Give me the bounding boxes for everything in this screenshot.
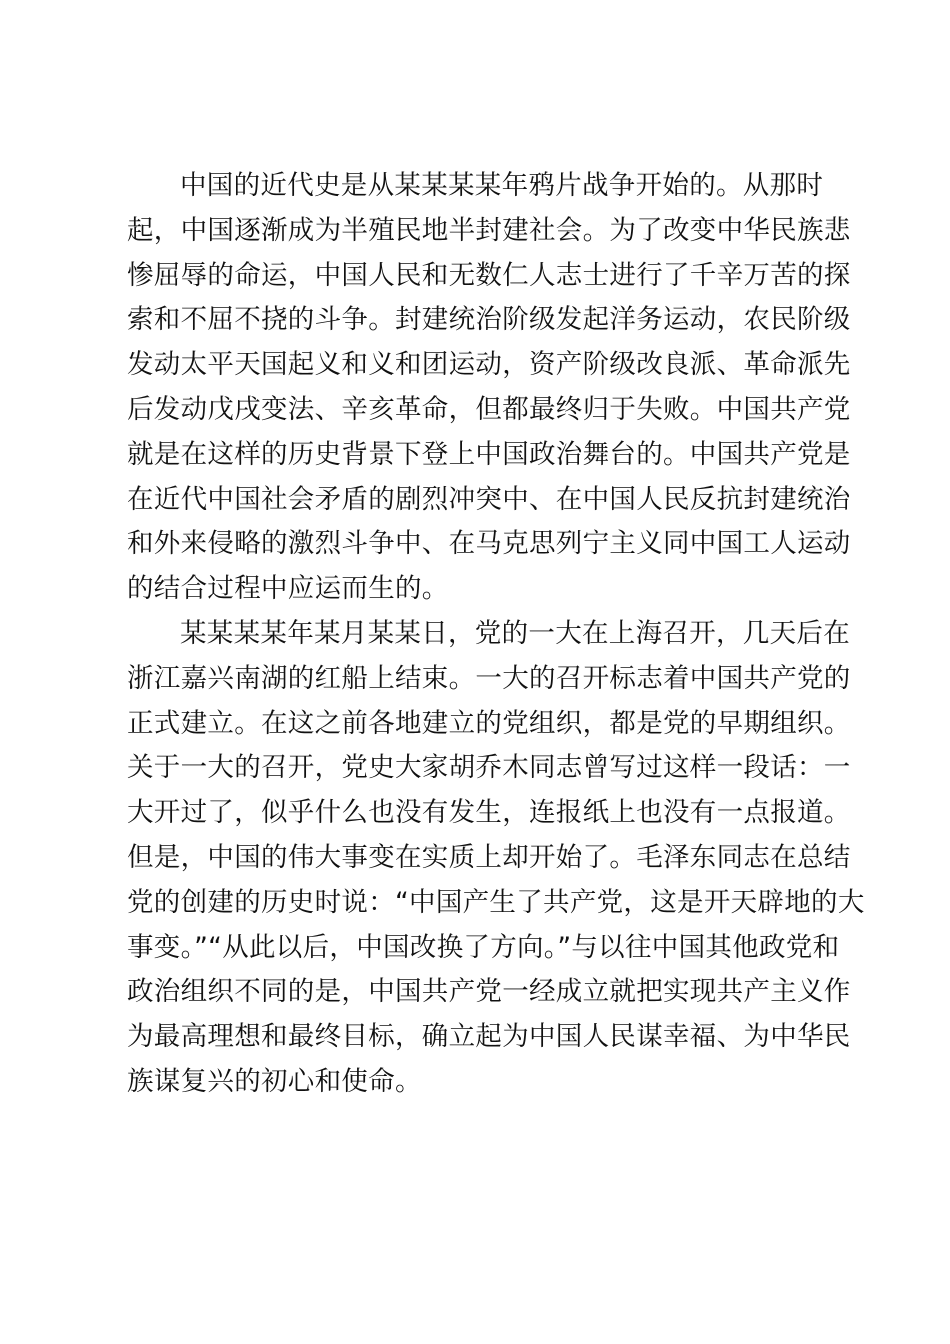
text-line: 族谋复兴的初心和使命。 [127, 1065, 422, 1097]
text-line: 索和不屈不挠的斗争。封建统治阶级发起洋务运动，农民阶级 [127, 304, 851, 336]
paragraph-modern-history [127, 164, 851, 612]
text-line: 关于一大的召开，党史大家胡乔木同志曾写过这样一段话：一 [127, 752, 851, 784]
text-line: 的结合过程中应运而生的。 [127, 573, 449, 605]
document-body [127, 164, 865, 1105]
text-line: 在近代中国社会矛盾的剧烈冲突中、在中国人民反抗封建统治 [127, 483, 851, 515]
text-line: 为最高理想和最终目标，确立起为中国人民谋幸福、为中华民 [127, 1021, 851, 1053]
text-line: 大开过了，似乎什么也没有发生，连报纸上也没有一点报道。 [127, 797, 851, 829]
text-line: 党的创建的历史时说：“中国产生了共产党，这是开天辟地的大 [127, 886, 865, 918]
text-line: 正式建立。在这之前各地建立的党组织，都是党的早期组织。 [127, 707, 851, 739]
text-line: 事变。”“从此以后，中国改换了方向。”与以往中国其他政党和 [127, 931, 840, 963]
text-line: 但是，中国的伟大事变在实质上却开始了。毛泽东同志在总结 [127, 841, 851, 873]
text-line: 起，中国逐渐成为半殖民地半封建社会。为了改变中华民族悲 [127, 214, 851, 246]
text-line: 就是在这样的历史背景下登上中国政治舞台的。中国共产党是 [127, 438, 851, 470]
paragraph-first-congress [127, 612, 865, 1105]
text-line: 后发动戊戌变法、辛亥革命，但都最终归于失败。中国共产党 [127, 393, 851, 425]
text-line: 浙江嘉兴南湖的红船上结束。一大的召开标志着中国共产党的 [127, 662, 851, 694]
text-line: 发动太平天国起义和义和团运动，资产阶级改良派、革命派先 [127, 349, 851, 381]
text-line: 中国的近代史是从某某某某年鸦片战争开始的。从那时 [180, 170, 824, 201]
text-line: 惨屈辱的命运，中国人民和无数仁人志士进行了千辛万苦的探 [127, 259, 851, 291]
text-line: 和外来侵略的激烈斗争中、在马克思列宁主义同中国工人运动 [127, 528, 851, 560]
text-line: 某某某某年某月某某日，党的一大在上海召开，几天后在 [180, 617, 850, 649]
text-line: 政治组织不同的是，中国共产党一经成立就把实现共产主义作 [127, 976, 851, 1008]
